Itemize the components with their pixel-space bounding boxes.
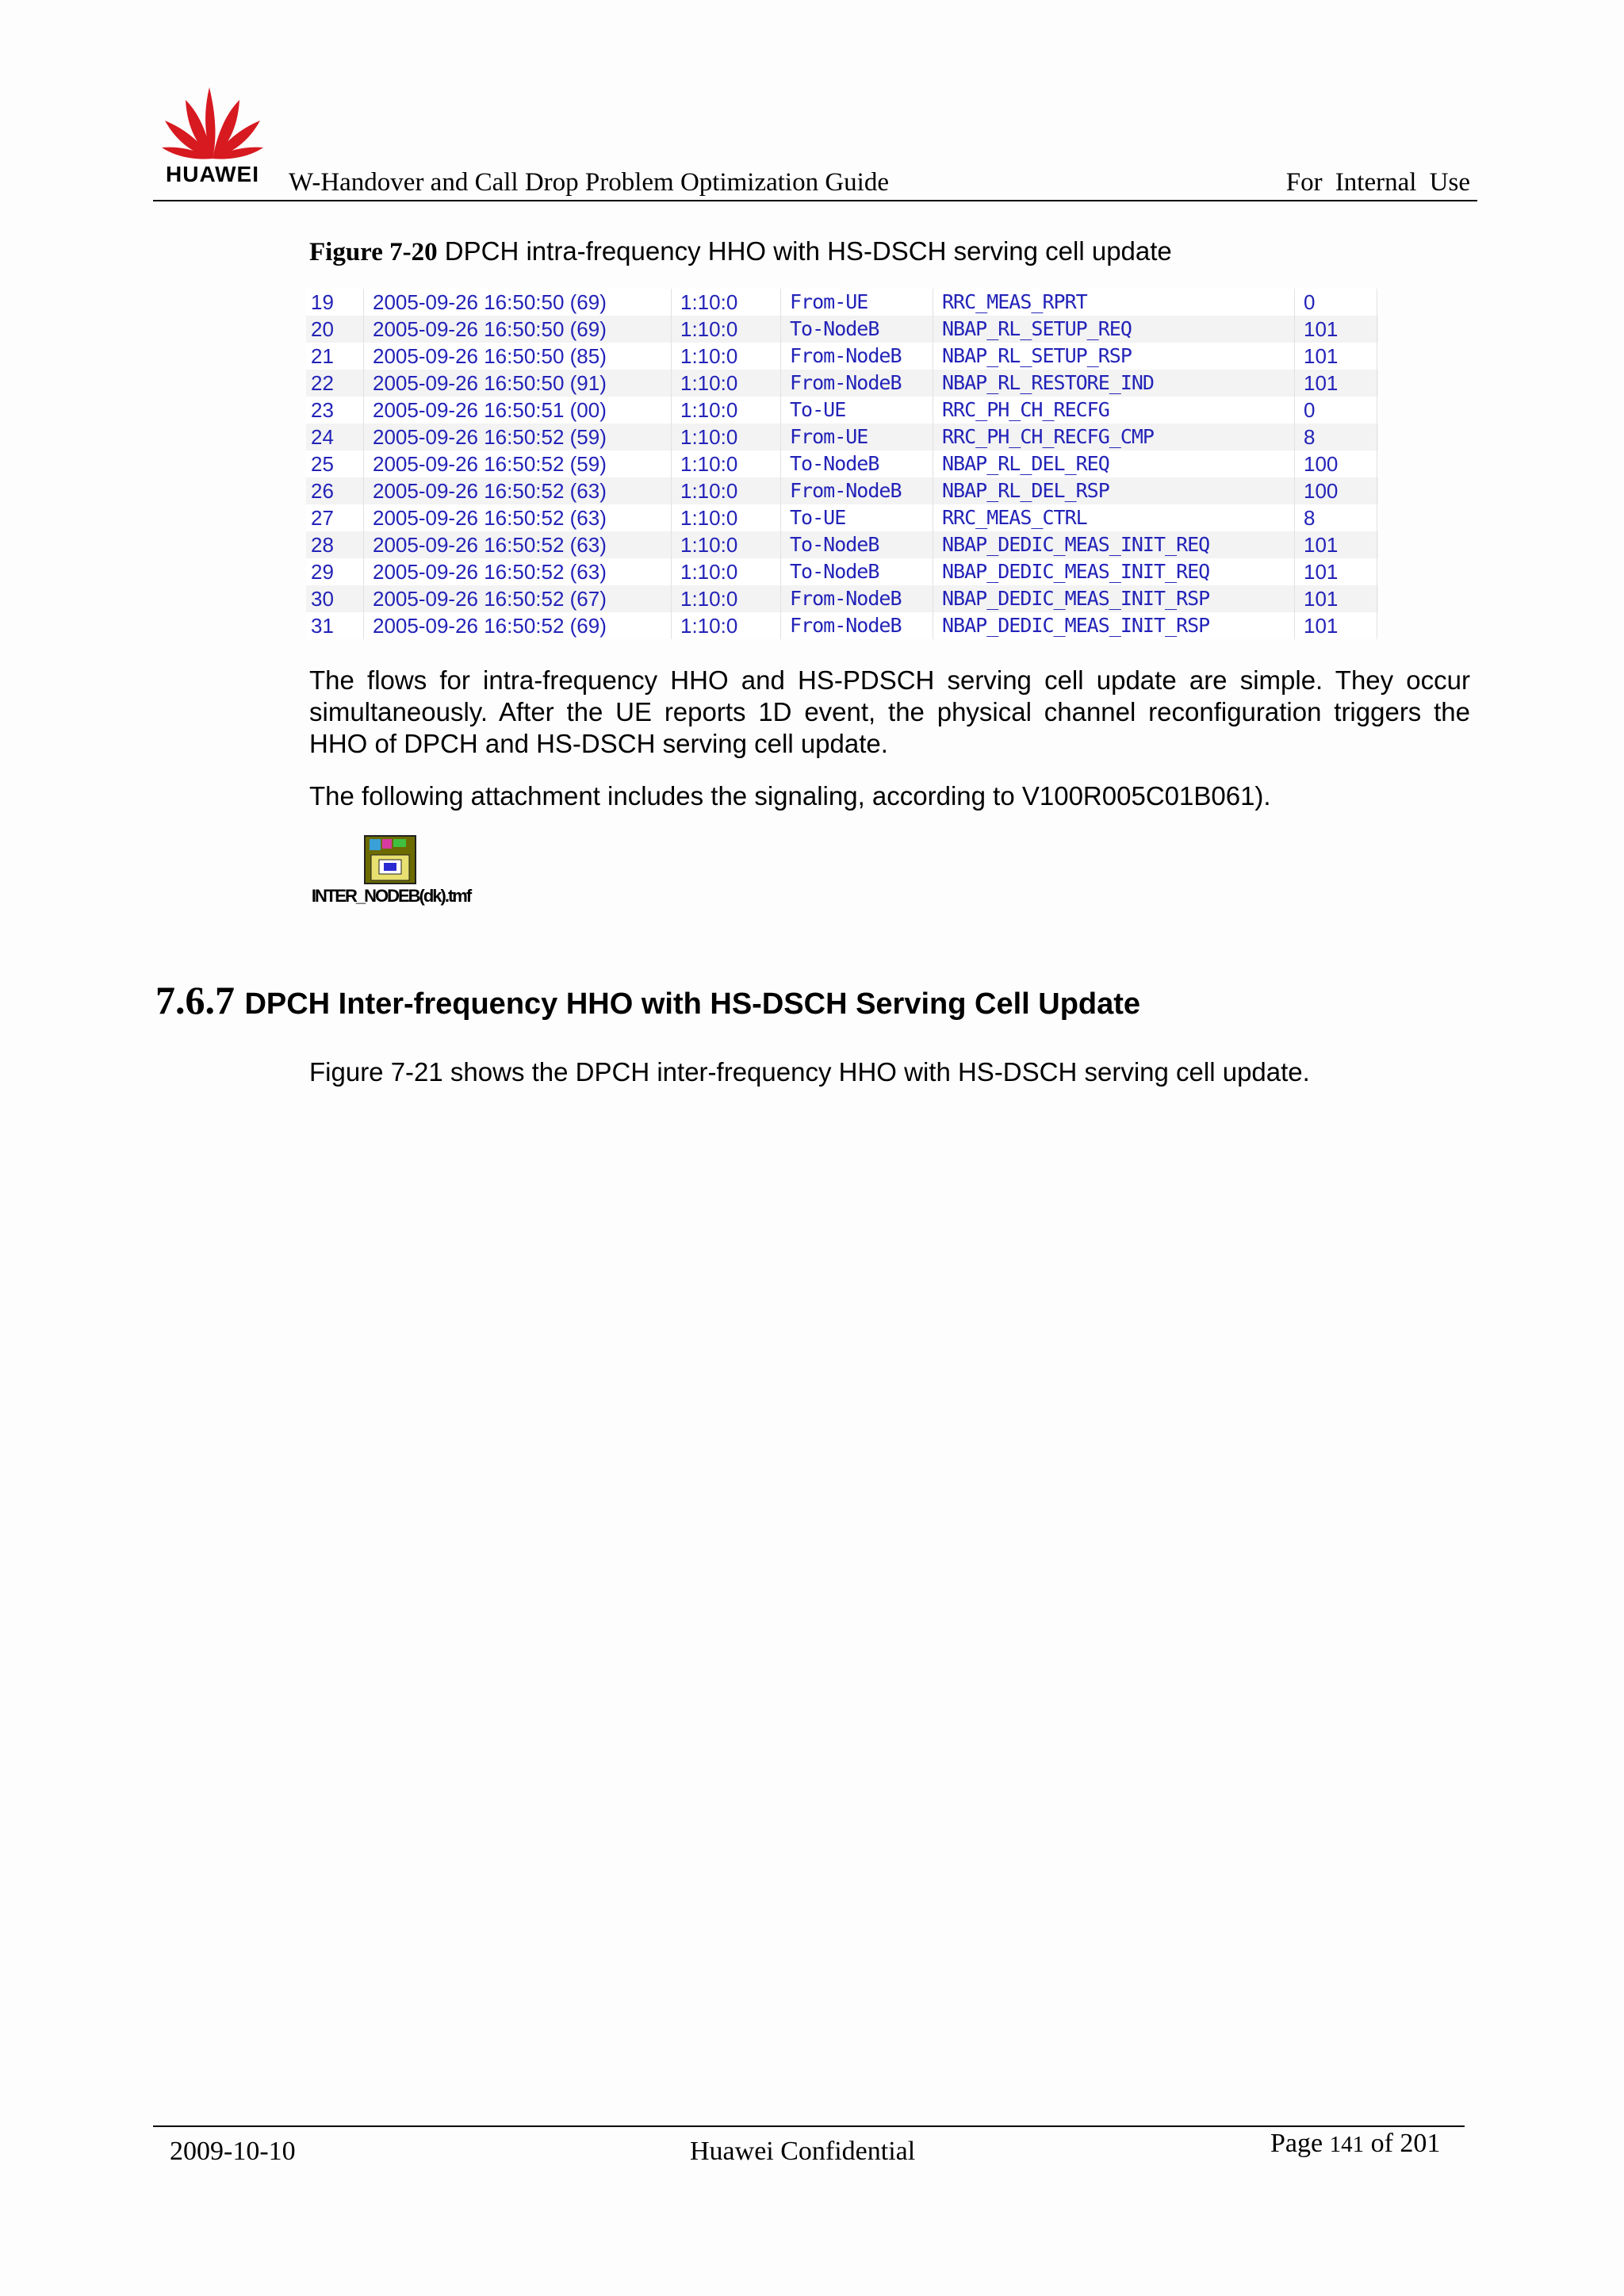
page-label: Page [1270,2129,1323,2158]
row-message: RRC_PH_CH_RECFG_CMP [942,425,1154,448]
figure-caption [309,236,1172,267]
row-value: 100 [1304,479,1339,503]
section-heading [155,977,1140,1023]
row-value: 101 [1304,587,1339,611]
row-value: 101 [1304,371,1339,395]
row-message: RRC_MEAS_RPRT [942,290,1087,313]
row-index: 29 [311,560,334,584]
row-cell-id: 1:10:0 [680,425,738,449]
row-cell-id: 1:10:0 [680,614,738,638]
row-message: RRC_PH_CH_RECFG [942,398,1109,421]
row-value: 0 [1304,398,1316,422]
row-timestamp: 2005-09-26 16:50:50 (91) [373,371,607,395]
table-row [306,477,1378,504]
signaling-trace-table [306,289,1378,639]
row-index: 19 [311,290,334,314]
table-row [306,504,1378,531]
attachment-filename[interactable]: INTER_NODEB(dk).tmf [311,886,471,906]
row-direction: To-NodeB [790,533,879,556]
row-timestamp: 2005-09-26 16:50:52 (59) [373,452,607,476]
footer-divider [153,2125,1465,2127]
row-message: NBAP_DEDIC_MEAS_INIT_REQ [942,560,1210,583]
row-index: 20 [311,317,334,341]
row-timestamp: 2005-09-26 16:50:52 (63) [373,533,607,557]
row-value: 101 [1304,614,1339,638]
row-direction: To-UE [790,506,846,529]
row-cell-id: 1:10:0 [680,479,738,503]
row-index: 31 [311,614,334,638]
page-total: of 201 [1370,2129,1441,2158]
table-row [306,316,1378,343]
table-row [306,531,1378,558]
header-divider [153,200,1477,201]
row-direction: From-NodeB [790,344,902,367]
row-message: NBAP_DEDIC_MEAS_INIT_RSP [942,614,1210,637]
row-cell-id: 1:10:0 [680,398,738,422]
row-index: 28 [311,533,334,557]
footer-page-number [1270,2129,1440,2159]
row-cell-id: 1:10:0 [680,506,738,530]
row-cell-id: 1:10:0 [680,290,738,314]
row-index: 27 [311,506,334,530]
row-timestamp: 2005-09-26 16:50:52 (63) [373,506,607,530]
footer-date: 2009-10-10 [170,2137,296,2166]
row-index: 30 [311,587,334,611]
body-paragraph: Figure 7-21 shows the DPCH inter-frequency HHO with HS-DSCH serving cell update. [309,1057,1310,1087]
row-value: 100 [1304,452,1339,476]
row-timestamp: 2005-09-26 16:50:52 (69) [373,614,607,638]
footer-confidential: Huawei Confidential [690,2137,916,2166]
table-row [306,343,1378,370]
row-timestamp: 2005-09-26 16:50:50 (85) [373,344,607,368]
row-timestamp: 2005-09-26 16:50:50 (69) [373,317,607,341]
row-message: NBAP_DEDIC_MEAS_INIT_REQ [942,533,1210,556]
document-title: W-Handover and Call Drop Problem Optimization Guide [289,168,890,197]
row-index: 26 [311,479,334,503]
row-index: 23 [311,398,334,422]
row-direction: From-NodeB [790,587,902,610]
figure-number: Figure 7-20 [309,238,438,266]
row-direction: From-NodeB [790,614,902,637]
table-column-divider [780,289,781,639]
row-value: 101 [1304,560,1339,584]
table-column-divider [1294,289,1295,639]
document-classification: For Internal Use [1285,168,1470,197]
row-value: 101 [1304,344,1339,368]
table-column-divider [671,289,672,639]
row-cell-id: 1:10:0 [680,560,738,584]
row-value: 8 [1304,506,1316,530]
body-paragraph: The flows for intra-frequency HHO and HS-PDSCH serving cell update are simple. They occur simultaneously. After the UE reports 1D event, the physical channel reconfiguration triggers the HHO of DPCH and HS-DSCH serving cell update. [309,665,1470,758]
body-paragraph: The following attachment includes the signaling, according to V100R005C01B061). [309,781,1271,811]
row-timestamp: 2005-09-26 16:50:52 (67) [373,587,607,611]
row-index: 22 [311,371,334,395]
row-timestamp: 2005-09-26 16:50:52 (59) [373,425,607,449]
logo-wordmark: HUAWEI [166,162,259,186]
table-row [306,397,1378,424]
table-row [306,612,1378,639]
row-message: NBAP_RL_SETUP_REQ [942,317,1132,340]
table-column-divider [363,289,364,639]
section-number: 7.6.7 [155,978,235,1022]
row-cell-id: 1:10:0 [680,317,738,341]
page-current: 141 [1329,2132,1365,2157]
row-value: 0 [1304,290,1316,314]
table-row [306,370,1378,397]
figure-caption-text: DPCH intra-frequency HHO with HS-DSCH serving cell update [444,236,1172,266]
row-message: NBAP_RL_DEL_RSP [942,479,1109,502]
row-timestamp: 2005-09-26 16:50:51 (00) [373,398,607,422]
row-direction: To-NodeB [790,452,879,475]
row-message: NBAP_RL_RESTORE_IND [942,371,1154,394]
row-index: 25 [311,452,334,476]
table-row [306,558,1378,585]
row-message: NBAP_RL_DEL_REQ [942,452,1109,475]
row-value: 8 [1304,425,1316,449]
row-cell-id: 1:10:0 [680,452,738,476]
row-direction: To-UE [790,398,846,421]
table-row [306,424,1378,450]
row-cell-id: 1:10:0 [680,533,738,557]
row-index: 21 [311,344,334,368]
table-row [306,585,1378,612]
row-direction: From-NodeB [790,479,902,502]
row-message: RRC_MEAS_CTRL [942,506,1087,529]
huawei-petals-icon [159,82,266,162]
row-timestamp: 2005-09-26 16:50:52 (63) [373,560,607,584]
row-cell-id: 1:10:0 [680,371,738,395]
row-direction: From-NodeB [790,371,902,394]
row-direction: To-NodeB [790,560,879,583]
row-value: 101 [1304,317,1339,341]
huawei-logo [159,82,266,186]
row-direction: From-UE [790,425,868,448]
row-timestamp: 2005-09-26 16:50:52 (63) [373,479,607,503]
row-direction: To-NodeB [790,317,879,340]
row-cell-id: 1:10:0 [680,587,738,611]
attachment-file-icon[interactable] [363,834,417,885]
row-message: NBAP_DEDIC_MEAS_INIT_RSP [942,587,1210,610]
row-direction: From-UE [790,290,868,313]
row-timestamp: 2005-09-26 16:50:50 (69) [373,290,607,314]
row-index: 24 [311,425,334,449]
row-cell-id: 1:10:0 [680,344,738,368]
row-value: 101 [1304,533,1339,557]
row-message: NBAP_RL_SETUP_RSP [942,344,1132,367]
table-row [306,289,1378,316]
table-row [306,450,1378,477]
section-title: DPCH Inter-frequency HHO with HS-DSCH Serving Cell Update [244,987,1141,1021]
